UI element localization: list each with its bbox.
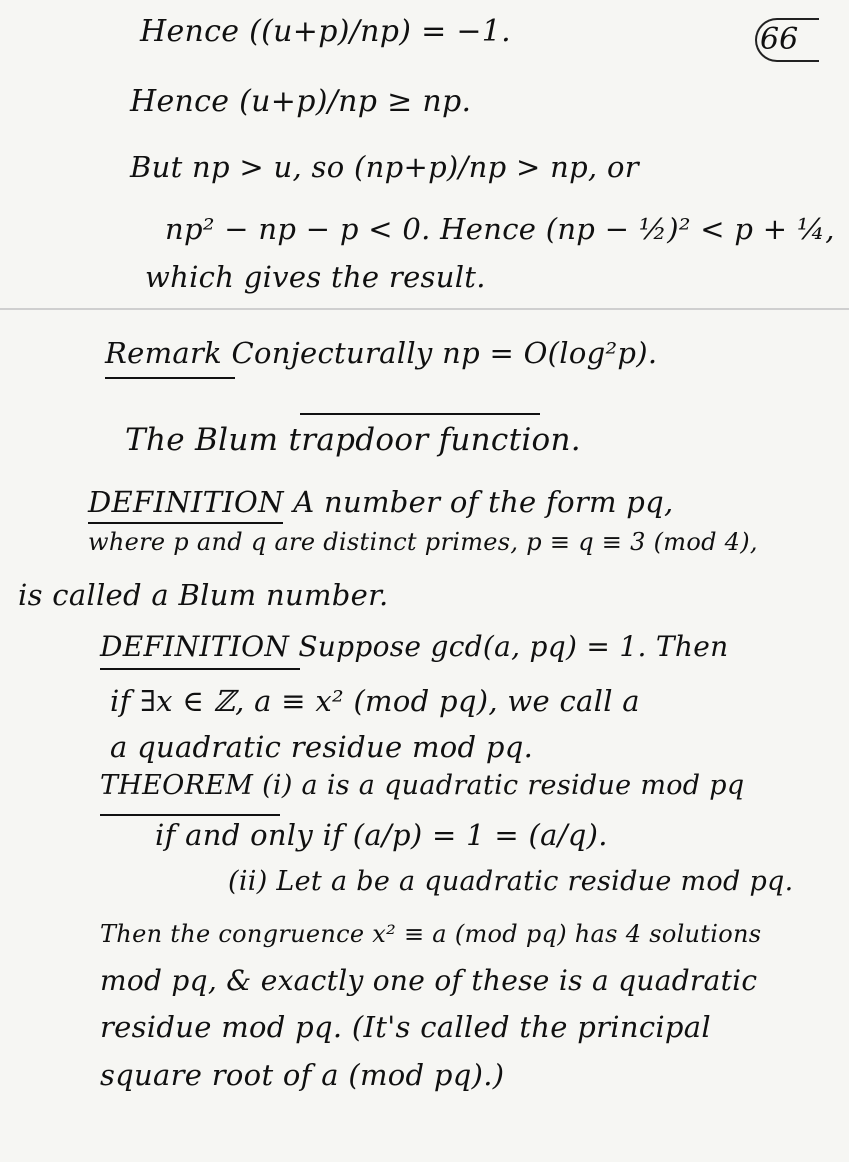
note-line-15: if and only if (a/p) = 1 = (a/q). <box>155 818 608 852</box>
note-line-13: a quadratic residue mod pq. <box>110 730 534 764</box>
note-line-2: Hence (u+p)/np ≥ np. <box>130 84 472 119</box>
note-line-12: if ∃x ∈ ℤ, a ≡ x² (mod pq), we call a <box>110 684 640 718</box>
note-line-20: square root of a (mod pq).) <box>100 1058 505 1092</box>
note-line-8: DEFINITION A number of the form pq, <box>88 485 674 519</box>
note-line-7: The Blum trapdoor function. <box>125 422 581 458</box>
definition-underline-2 <box>100 668 300 670</box>
note-line-11: DEFINITION Suppose gcd(a, pq) = 1. Then <box>100 630 729 663</box>
note-line-9: where p and q are distinct primes, p ≡ q ≡ 3 (mod 4), <box>88 528 758 556</box>
note-line-14: THEOREM (i) a is a quadratic residue mod pq <box>100 770 745 801</box>
show-through-text <box>525 30 529 50</box>
note-line-17: Then the congruence x² ≡ a (mod pq) has 4 solutions <box>100 920 762 948</box>
theorem-underline <box>100 814 280 816</box>
title-overline <box>300 413 540 415</box>
note-line-6: Remark Conjecturally np = O(log²p). <box>105 336 658 370</box>
note-line-18: mod pq, & exactly one of these is a quadratic <box>100 964 758 997</box>
definition-underline-1 <box>88 522 283 524</box>
note-line-5: which gives the result. <box>145 260 486 294</box>
remark-underline <box>105 377 235 379</box>
note-line-16: (ii) Let a be a quadratic residue mod pq. <box>228 866 794 897</box>
note-line-4: np² − np − p < 0. Hence (np − ½)² < p + ¼, <box>165 212 835 246</box>
sheet-edge-divider <box>0 308 849 310</box>
note-line-3: But np > u, so (np+p)/np > np, or <box>130 150 639 184</box>
page-number: 66 <box>760 22 799 57</box>
note-line-10: is called a Blum number. <box>18 578 389 612</box>
note-line-1: Hence ((u+p)/np) = −1. <box>140 14 512 49</box>
note-line-19: residue mod pq. (It's called the principal <box>100 1010 711 1044</box>
